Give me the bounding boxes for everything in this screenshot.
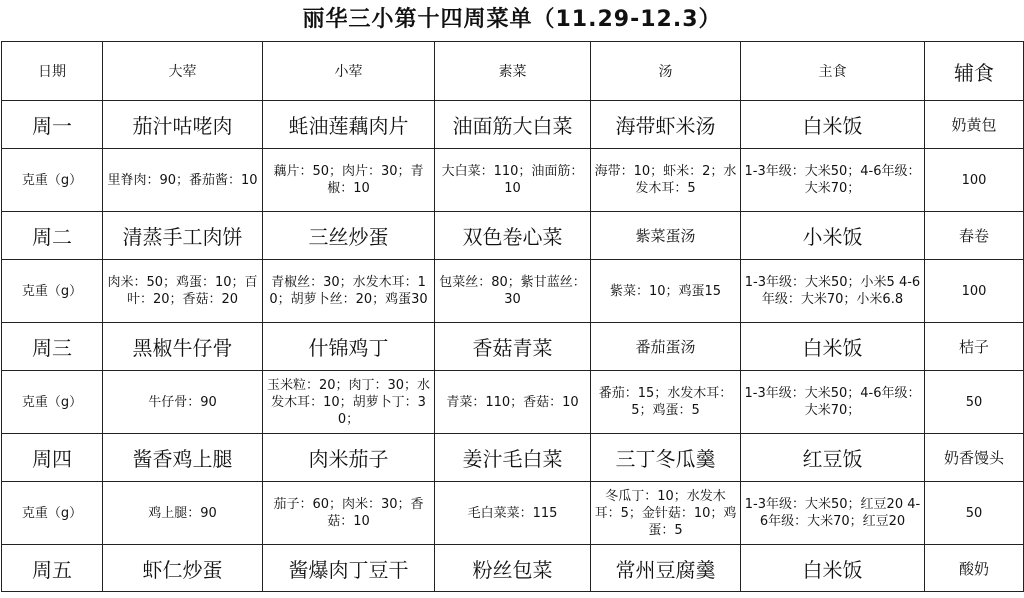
dish-staple: 白米饭 bbox=[741, 545, 925, 592]
dish-soup: 常州豆腐羹 bbox=[591, 545, 741, 592]
day-cell: 周二 bbox=[2, 212, 103, 260]
page-title: 丽华三小第十四周菜单（11.29-12.3） bbox=[302, 7, 722, 32]
weight-main-meat: 肉米：50；鸡蛋：10；百叶：20；香菇：20 bbox=[103, 260, 263, 323]
weight-vegetable: 包菜丝：80；紫甘蓝丝：30 bbox=[435, 260, 591, 323]
header-vegetable: 素菜 bbox=[435, 42, 591, 101]
dish-staple: 小米饭 bbox=[741, 212, 925, 260]
weight-row bbox=[2, 371, 1024, 434]
dish-row bbox=[2, 212, 1024, 260]
weight-staple: 1-3年级：大米50；红豆20 4-6年级：大米70；红豆20 bbox=[741, 482, 925, 545]
dish-main-meat: 酱香鸡上腿 bbox=[103, 434, 263, 482]
dish-snack: 桔子 bbox=[925, 323, 1024, 371]
dish-main-meat: 茄汁咕咾肉 bbox=[103, 101, 263, 149]
weight-main-meat: 里脊肉：90；番茄酱：10 bbox=[103, 149, 263, 212]
dish-main-meat: 清蒸手工肉饼 bbox=[103, 212, 263, 260]
header-row bbox=[2, 42, 1024, 101]
dish-snack: 酸奶 bbox=[925, 545, 1024, 592]
weight-label: 克重（g） bbox=[2, 149, 103, 212]
dish-main-meat: 虾仁炒蛋 bbox=[103, 545, 263, 592]
weight-side-meat: 茄子：60；肉米：30；香菇：10 bbox=[263, 482, 435, 545]
header-side-meat: 小荤 bbox=[263, 42, 435, 101]
weight-vegetable: 毛白菜菜：115 bbox=[435, 482, 591, 545]
weight-main-meat: 鸡上腿：90 bbox=[103, 482, 263, 545]
weight-side-meat: 青椒丝：30；水发木耳：10；胡萝卜丝：20；鸡蛋30 bbox=[263, 260, 435, 323]
weight-label: 克重（g） bbox=[2, 482, 103, 545]
weight-label: 克重（g） bbox=[2, 260, 103, 323]
day-cell: 周一 bbox=[2, 101, 103, 149]
dish-snack: 奶黄包 bbox=[925, 101, 1024, 149]
dish-side-meat: 酱爆肉丁豆干 bbox=[263, 545, 435, 592]
weight-row bbox=[2, 482, 1024, 545]
weight-snack: 100 bbox=[925, 149, 1024, 212]
header-main-meat: 大荤 bbox=[103, 42, 263, 101]
weight-side-meat: 玉米粒：20；肉丁：30；水发木耳：10；胡萝卜丁：30； bbox=[263, 371, 435, 434]
weight-soup: 紫菜：10；鸡蛋15 bbox=[591, 260, 741, 323]
weight-side-meat: 藕片：50；肉片：30；青椒：10 bbox=[263, 149, 435, 212]
dish-snack: 奶香馒头 bbox=[925, 434, 1024, 482]
dish-soup: 紫菜蛋汤 bbox=[591, 212, 741, 260]
dish-row bbox=[2, 434, 1024, 482]
weight-main-meat: 牛仔骨：90 bbox=[103, 371, 263, 434]
dish-side-meat: 三丝炒蛋 bbox=[263, 212, 435, 260]
header-staple: 主食 bbox=[741, 42, 925, 101]
dish-vegetable: 粉丝包菜 bbox=[435, 545, 591, 592]
weight-snack: 100 bbox=[925, 260, 1024, 323]
dish-row bbox=[2, 545, 1024, 592]
dish-row bbox=[2, 323, 1024, 371]
dish-soup: 海带虾米汤 bbox=[591, 101, 741, 149]
dish-soup: 三丁冬瓜羹 bbox=[591, 434, 741, 482]
dish-staple: 白米饭 bbox=[741, 323, 925, 371]
weight-soup: 番茄：15；水发木耳：5；鸡蛋：5 bbox=[591, 371, 741, 434]
weight-vegetable: 大白菜：110；油面筋：10 bbox=[435, 149, 591, 212]
header-snack: 辅食 bbox=[925, 42, 1024, 101]
dish-vegetable: 香菇青菜 bbox=[435, 323, 591, 371]
dish-side-meat: 肉米茄子 bbox=[263, 434, 435, 482]
dish-side-meat: 什锦鸡丁 bbox=[263, 323, 435, 371]
weight-snack: 50 bbox=[925, 371, 1024, 434]
day-cell: 周三 bbox=[2, 323, 103, 371]
weight-staple: 1-3年级：大米50；4-6年级：大米70； bbox=[741, 371, 925, 434]
weight-soup: 海带：10；虾米：2；水发木耳：5 bbox=[591, 149, 741, 212]
dish-vegetable: 姜汁毛白菜 bbox=[435, 434, 591, 482]
weight-staple: 1-3年级：大米50；4-6年级：大米70； bbox=[741, 149, 925, 212]
dish-snack: 春卷 bbox=[925, 212, 1024, 260]
dish-vegetable: 油面筋大白菜 bbox=[435, 101, 591, 149]
weight-row bbox=[2, 260, 1024, 323]
day-cell: 周五 bbox=[2, 545, 103, 592]
header-date: 日期 bbox=[2, 42, 103, 101]
dish-vegetable: 双色卷心菜 bbox=[435, 212, 591, 260]
dish-side-meat: 蚝油莲藕肉片 bbox=[263, 101, 435, 149]
dish-main-meat: 黑椒牛仔骨 bbox=[103, 323, 263, 371]
header-soup: 汤 bbox=[591, 42, 741, 101]
day-cell: 周四 bbox=[2, 434, 103, 482]
weight-soup: 冬瓜丁：10；水发木耳：5；金针菇：10；鸡蛋：5 bbox=[591, 482, 741, 545]
weight-vegetable: 青菜：110；香菇：10 bbox=[435, 371, 591, 434]
dish-staple: 白米饭 bbox=[741, 101, 925, 149]
weight-snack: 50 bbox=[925, 482, 1024, 545]
dish-soup: 番茄蛋汤 bbox=[591, 323, 741, 371]
weight-label: 克重（g） bbox=[2, 371, 103, 434]
menu-table bbox=[1, 41, 1024, 592]
weight-row bbox=[2, 149, 1024, 212]
dish-row bbox=[2, 101, 1024, 149]
weight-staple: 1-3年级：大米50；小米5 4-6年级：大米70；小米6.8 bbox=[741, 260, 925, 323]
dish-staple: 红豆饭 bbox=[741, 434, 925, 482]
